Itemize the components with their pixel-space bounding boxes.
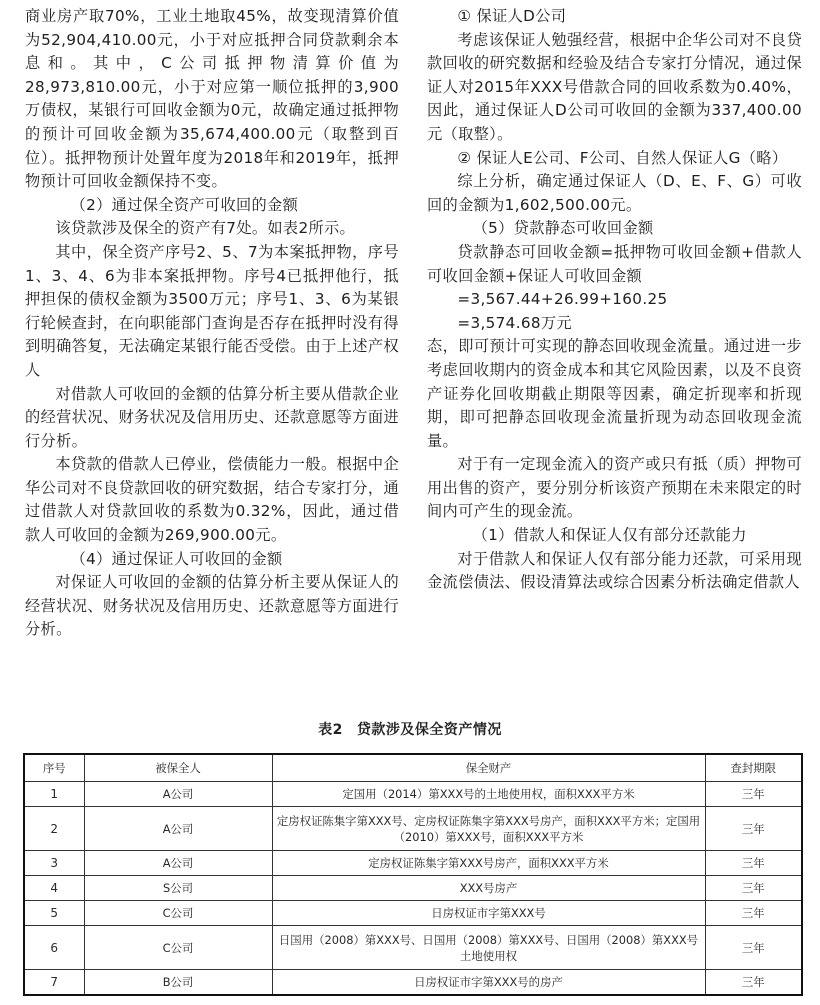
table-row (24, 876, 802, 901)
paragraph: 该贷款涉及保全的资产有7处。如表2所示。 (55, 219, 356, 238)
cell-term: 三年 (705, 782, 802, 807)
cell-party: A公司 (84, 782, 272, 807)
cell-party: A公司 (84, 807, 272, 851)
cell-party: B公司 (84, 970, 272, 996)
cell-party: S公司 (84, 876, 272, 901)
paragraph: 本贷款的借款人已停业，偿债能力一般。根据中企华公司对不良贷款回收的研究数据，结合专家打分，通过借款人对贷款回收的系数为0.32%，因此，通过借款人可收回的金额为269,900.00元。 (25, 455, 399, 545)
cell-party: C公司 (84, 926, 272, 970)
paragraph: 其中，保全资产序号2、5、7为本案抵押物，序号1、3、4、6为非本案抵押物。序号4已抵押他行，抵押担保的债权金额为3500万元；序号1、3、6为某银行轮候查封，在向职能部门查询是否存在抵押时没有得到明确答复，无法确定某银行能否受偿。由于上述产权人 (25, 242, 399, 379)
paragraph: 综上分析，确定通过保证人（D、E、F、G）可收回的金额为1,602,500.00元。 (427, 172, 802, 214)
cell-term: 三年 (705, 926, 802, 970)
cell-property: 日房权证市字第XXX号 (272, 901, 705, 926)
header-no: 序号 (24, 754, 84, 782)
cell-no: 5 (24, 901, 84, 926)
table-body (24, 782, 802, 996)
cell-no: 3 (24, 851, 84, 876)
cell-no: 1 (24, 782, 84, 807)
header-property: 保全财产 (272, 754, 705, 782)
right-text-column (427, 5, 802, 595)
table-row (24, 926, 802, 970)
cell-no: 4 (24, 876, 84, 901)
header-party: 被保全人 (84, 754, 272, 782)
cell-term: 三年 (705, 970, 802, 996)
header-term: 查封期限 (705, 754, 802, 782)
table-row (24, 851, 802, 876)
paragraph: 贷款静态可回收金额=抵押物可收回金额+借款人可收回金额+保证人可收回金额 (427, 242, 802, 285)
table-header-row (24, 754, 802, 782)
cell-term: 三年 (705, 901, 802, 926)
paragraph: ① 保证人D公司 (457, 7, 567, 25)
paragraph: （2）通过保全资产可收回的金额 (70, 195, 299, 214)
table-caption (0, 719, 820, 739)
paragraph: （5）贷款静态可收回金额 (472, 219, 654, 238)
paragraph: ② 保证人E公司、F公司、自然人保证人G（略） (457, 148, 788, 167)
paragraph: 对于借款人和保证人仅有部分能力还款，可采用现金流偿债法、假设清算法或综合因素分析法确定借款人 (427, 549, 802, 592)
paragraph: 考虑该保证人勉强经营，根据中企华公司对不良贷款回收的研究数据和经验及结合专家打分情况，通过保证人对2015年XXX号借款合同的回收系数为0.40%，因此，通过保证人D公司可收回的金额为337,400.00元（取整）。 (427, 30, 802, 143)
cell-property: 日国用（2008）第XXX号、日国用（2008）第XXX号、日国用（2008）第XXX号土地使用权 (272, 926, 705, 970)
table-row (24, 782, 802, 807)
cell-no: 7 (24, 970, 84, 996)
paragraph: =3,567.44+26.99+160.25 (457, 290, 668, 309)
table-title-text: 贷款涉及保全资产情况 (356, 722, 502, 738)
paragraph: （4）通过保证人可收回的金额 (70, 549, 283, 568)
cell-no: 6 (24, 926, 84, 970)
paragraph: 对于有一定现金流入的资产或只有抵（质）押物可用出售的资产，要分别分析该资产预期在未来限定的时间内可产生的现金流。 (427, 455, 802, 521)
paragraph: （1）借款人和保证人仅有部分还款能力 (472, 526, 747, 545)
paragraph: 商业房产取70%，工业土地取45%，故变现清算价值为52,904,410.00元，小于对应抵押合同贷款剩余本息和。其中，C公司抵押物清算价值为28,973,810.00元，小于对应第一顺位抵押的3,900万债权，某银行可回收金额为0元，故确定通过抵押物的预计可回收金额为35,674,400.00元（取整到百位）。抵押物预计处置年度为2018年和2019年，抵押物预计可回收金额保持不变。 (25, 7, 399, 191)
table-row (24, 970, 802, 996)
table-row (24, 807, 802, 851)
cell-term: 三年 (705, 851, 802, 876)
cell-party: C公司 (84, 901, 272, 926)
cell-party: A公司 (84, 851, 272, 876)
table-row (24, 901, 802, 926)
paragraph: 对保证人可收回的金额的估算分析主要从保证人的经营状况、财务状况及信用历史、还款意愿等方面进行分析。 (25, 573, 399, 639)
paragraph: =3,574.68万元 (457, 313, 572, 332)
cell-property: 定房权证陈集字第XXX号房产，面积XXX平方米 (272, 851, 705, 876)
cell-term: 三年 (705, 807, 802, 851)
paragraph: 对借款人可收回的金额的估算分析主要从借款企业的经营状况、财务状况及信用历史、还款意愿等方面进行分析。 (25, 384, 399, 450)
cell-term: 三年 (705, 876, 802, 901)
table-number: 表2 (318, 722, 343, 738)
cell-property: 日房权证市字第XXX号的房产 (272, 970, 705, 996)
preserved-assets-table (23, 753, 803, 996)
cell-property: 定国用（2014）第XXX号的土地使用权，面积XXX平方米 (272, 782, 705, 807)
cell-property: XXX号房产 (272, 876, 705, 901)
cell-no: 2 (24, 807, 84, 851)
left-text-column (25, 5, 399, 642)
paragraph: 态，即可预计可实现的静态回收现金流量。通过进一步考虑回收期内的资金成本和其它风险因素，以及不良资产证券化回收期截止期限等因素，确定折现率和折现期，即可把静态回收现金流量折现为动态回收现金流量。 (427, 337, 802, 450)
cell-property: 定房权证陈集字第XXX号、定房权证陈集字第XXX号房产，面积XXX平方米；定国用（2010）第XXX号，面积XXX平方米 (272, 807, 705, 851)
